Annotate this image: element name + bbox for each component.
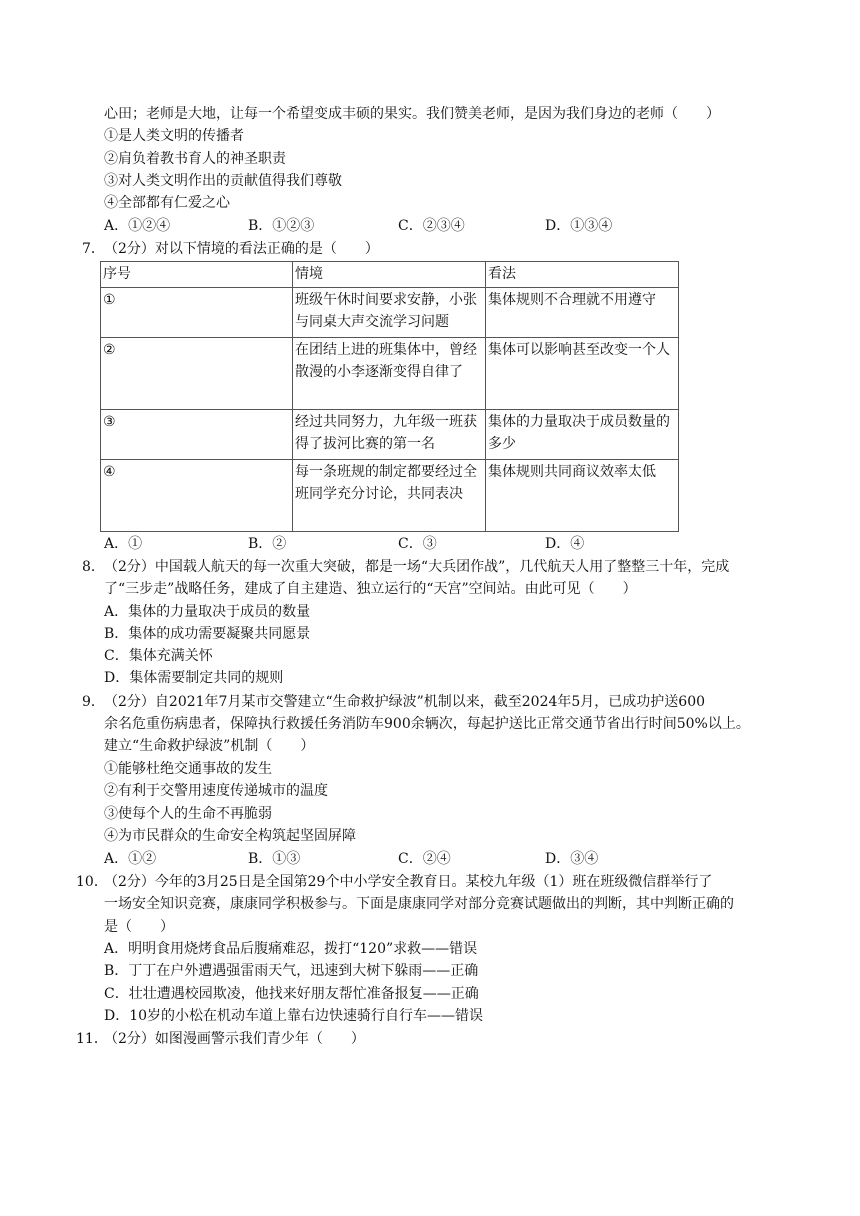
q7-option-a: A．①: [104, 536, 143, 552]
q7-option-b: B．②: [248, 536, 287, 552]
q11-stem: （2分）如图漫画警示我们青少年（ ）: [104, 1031, 365, 1047]
row-situation: 在团结上进的班集体中，曾经散漫的小李逐渐变得自律了: [293, 338, 486, 410]
q9-option-b: B．①③: [248, 851, 301, 867]
q7-number: 7．: [82, 241, 105, 257]
header-view: 看法: [486, 262, 679, 288]
q10-option-c: C．壮壮遭遇校园欺凌，他找来好朋友帮忙准备报复——正确: [104, 986, 479, 1002]
q6-option-c: C．②③④: [398, 218, 465, 234]
table-row: [101, 460, 679, 532]
table-row: [101, 288, 679, 338]
q7-option-c: C．③: [398, 536, 437, 552]
q9-option-a: A．①②: [104, 851, 157, 867]
q6-item-3: ③对人类文明作出的贡献值得我们尊敬: [104, 173, 342, 189]
row-number: ②: [101, 338, 293, 410]
row-number: ①: [101, 288, 293, 338]
q9-number: 9．: [82, 694, 105, 710]
table-header-row: [101, 262, 679, 288]
row-view: 集体规则不合理就不用遵守: [486, 288, 679, 338]
q10-stem-line-1: （2分）今年的3月25日是全国第29个中小学安全教育日。某校九年级（1）班在班级微信群举行了: [104, 874, 713, 890]
q9-item-1: ①能够杜绝交通事故的发生: [104, 761, 272, 777]
table-row: [101, 338, 679, 410]
q11-number: 11．: [76, 1031, 108, 1047]
q6-option-b: B．①②③: [248, 218, 315, 234]
q8-option-d: D．集体需要制定共同的规则: [104, 670, 284, 686]
header-situation: 情境: [293, 262, 486, 288]
q10-option-a: A．明明食用烧烤食品后腹痛难忍，拨打“120”求救——错误: [104, 941, 478, 957]
q10-stem-line-3: 是（ ）: [104, 919, 174, 935]
row-situation: 每一条班规的制定都要经过全班同学充分讨论，共同表决: [293, 460, 486, 532]
q8-option-c: C．集体充满关怀: [104, 648, 213, 664]
q10-option-d: D．10岁的小松在机动车道上靠右边快速骑行自行车——错误: [104, 1008, 484, 1024]
q8-number: 8．: [82, 559, 105, 575]
q9-item-4: ④为市民群众的生命安全构筑起坚固屏障: [104, 828, 356, 844]
situation-table: [100, 261, 679, 532]
row-view: 集体规则共同商议效率太低: [486, 460, 679, 532]
q9-item-2: ②有利于交警用速度传递城市的温度: [104, 783, 328, 799]
q8-stem-line-2: 了“三步走”战略任务，建成了自主建造、独立运行的“天宫”空间站。由此可见（ ）: [104, 581, 637, 597]
q6-item-1: ①是人类文明的传播者: [104, 128, 244, 144]
q8-option-b: B．集体的成功需要凝聚共同愿景: [104, 626, 311, 642]
row-view: 集体可以影响甚至改变一个人: [486, 338, 679, 410]
q8-option-a: A．集体的力量取决于成员的数量: [104, 604, 311, 620]
q9-item-3: ③使每个人的生命不再脆弱: [104, 806, 272, 822]
q6-item-2: ②肩负着教书育人的神圣职责: [104, 151, 286, 167]
q8-stem-line-1: （2分）中国载人航天的每一次重大突破，都是一场“大兵团作战”，几代航天人用了整整三十年，完成: [104, 559, 730, 575]
row-situation: 班级午休时间要求安静，小张与同桌大声交流学习问题: [293, 288, 486, 338]
header-number: 序号: [101, 262, 293, 288]
q7-stem: （2分）对以下情境的看法正确的是（ ）: [104, 241, 379, 257]
q10-stem-line-2: 一场安全知识竞赛，康康同学积极参与。下面是康康同学对部分竞赛试题做出的判断，其中判断正确的: [104, 896, 734, 912]
row-view: 集体的力量取决于成员数量的多少: [486, 410, 679, 460]
q9-stem-line-1: （2分）自2021年7月某市交警建立“生命救护绿波”机制以来，截至2024年5月，已成功护送600: [104, 694, 706, 710]
q6-item-4: ④全部都有仁爱之心: [104, 195, 230, 211]
q9-option-d: D．③④: [545, 851, 599, 867]
table-row: [101, 410, 679, 460]
row-number: ④: [101, 460, 293, 532]
q6-stem-tail: 心田；老师是大地，让每一个希望变成丰硕的果实。我们赞美老师，是因为我们身边的老师（ ）: [104, 106, 720, 122]
row-situation: 经过共同努力，九年级一班获得了拔河比赛的第一名: [293, 410, 486, 460]
q10-option-b: B．丁丁在户外遭遇强雷雨天气，迅速到大树下躲雨——正确: [104, 963, 479, 979]
q7-option-d: D．④: [545, 536, 585, 552]
row-number: ③: [101, 410, 293, 460]
q10-number: 10．: [76, 874, 108, 890]
q9-stem-line-2: 余名危重伤病患者，保障执行救援任务消防车900余辆次，每起护送比正常交通节省出行时间50%以上。: [104, 716, 750, 732]
q6-option-d: D．①③④: [545, 218, 613, 234]
q9-option-c: C．②④: [398, 851, 451, 867]
q9-stem-line-3: 建立“生命救护绿波”机制（ ）: [104, 738, 315, 754]
q6-option-a: A．①②④: [104, 218, 171, 234]
